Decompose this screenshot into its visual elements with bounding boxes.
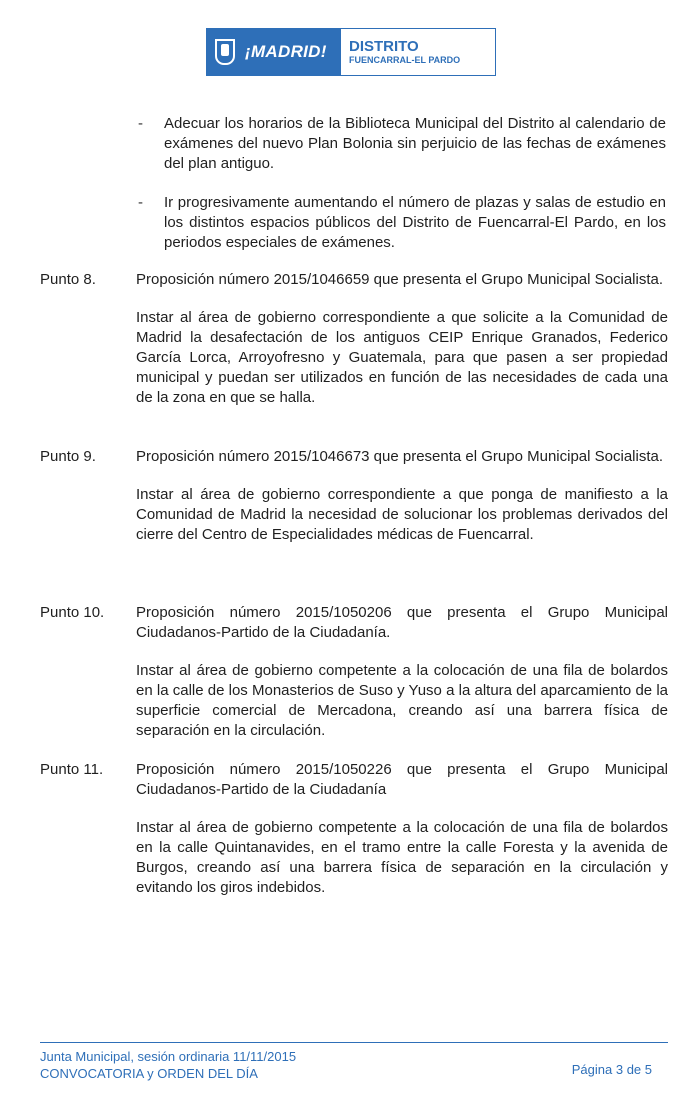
agenda-item-body: Instar al área de gobierno competente a la colocación de una fila de bolardos en la calle de los Monasterios de Suso y Yuso a la altura del aparcamiento de la superficie comercial de Mercadona, creando así una barrera física de separación en la circulación. [136, 662, 668, 739]
agenda-item-title: Proposición número 2015/1046673 que presenta el Grupo Municipal Socialista. [136, 448, 663, 465]
footer-document-title: CONVOCATORIA y ORDEN DEL DÍA [40, 1066, 258, 1081]
agenda-item-content [136, 603, 668, 741]
page-number: Página 3 de 5 [571, 1062, 652, 1077]
bullet-list [138, 114, 666, 272]
bullet-item [138, 193, 666, 253]
district-name-block [341, 29, 495, 75]
agenda-item-title: Proposición número 2015/1046659 que presenta el Grupo Municipal Socialista. [136, 271, 663, 288]
footer-session-info [40, 1048, 296, 1082]
madrid-brand-text: ¡MADRID! [245, 42, 327, 61]
madrid-brand-block [207, 29, 341, 75]
agenda-item-punto-8 [40, 270, 668, 408]
district-name: FUENCARRAL-EL PARDO [349, 54, 461, 65]
agenda-item-title: Proposición número 2015/1050206 que presenta el Grupo Municipal Ciudadanos-Partido de la Ciudadanía. [136, 604, 668, 641]
bullet-dash: - [138, 115, 143, 132]
agenda-item-punto-9 [40, 447, 668, 545]
district-header-logo [206, 28, 496, 76]
agenda-item-punto-11 [40, 760, 668, 898]
agenda-item-content [136, 760, 668, 898]
agenda-item-number: Punto 8. [40, 271, 96, 288]
agenda-item-content [136, 270, 668, 408]
agenda-item-number: Punto 11. [40, 761, 104, 778]
bullet-item [138, 114, 666, 174]
footer-session-line: Junta Municipal, sesión ordinaria 11/11/2015 [40, 1049, 297, 1064]
agenda-item-content [136, 447, 668, 545]
agenda-item-body: Instar al área de gobierno correspondiente a que solicite a la Comunidad de Madrid la desafectación de los antiguos CEIP Enrique Granados, Federico García Lorca, Arroyofresno y Guatemala, para que pasen a ser propiedad municipal y puedan ser utilizados en función de las necesidades de cada una de la zona en que se halla. [136, 309, 668, 406]
agenda-item-title: Proposición número 2015/1050226 que presenta el Grupo Municipal Ciudadanos-Partido de la Ciudadanía [136, 761, 668, 798]
bullet-text: Ir progresivamente aumentando el número de plazas y salas de estudio en los distintos espacios públicos del Distrito de Fuencarral-El Pardo, en los periodos especiales de exámenes. [164, 194, 666, 251]
district-label: DISTRITO [349, 37, 419, 55]
bullet-dash: - [138, 194, 143, 211]
madrid-coat-of-arms-icon [215, 39, 235, 65]
agenda-item-body: Instar al área de gobierno correspondiente a que ponga de manifiesto a la Comunidad de Madrid la necesidad de solucionar los problemas derivados del cierre del Centro de Especialidades médicas de Fuencarral. [136, 486, 668, 543]
agenda-item-punto-10 [40, 603, 668, 741]
agenda-item-number: Punto 10. [40, 604, 105, 621]
bullet-text: Adecuar los horarios de la Biblioteca Municipal del Distrito al calendario de exámenes del nuevo Plan Bolonia sin perjuicio de las fechas de exámenes del plan antiguo. [164, 115, 666, 172]
footer-divider [40, 1042, 668, 1043]
agenda-item-body: Instar al área de gobierno competente a la colocación de una fila de bolardos en la calle Quintanavides, en el tramo entre la calle Foresta y la avenida de Burgos, creando así una barrera física de separación en la circulación y evitando los giros indebidos. [136, 819, 668, 896]
agenda-item-number: Punto 9. [40, 448, 96, 465]
